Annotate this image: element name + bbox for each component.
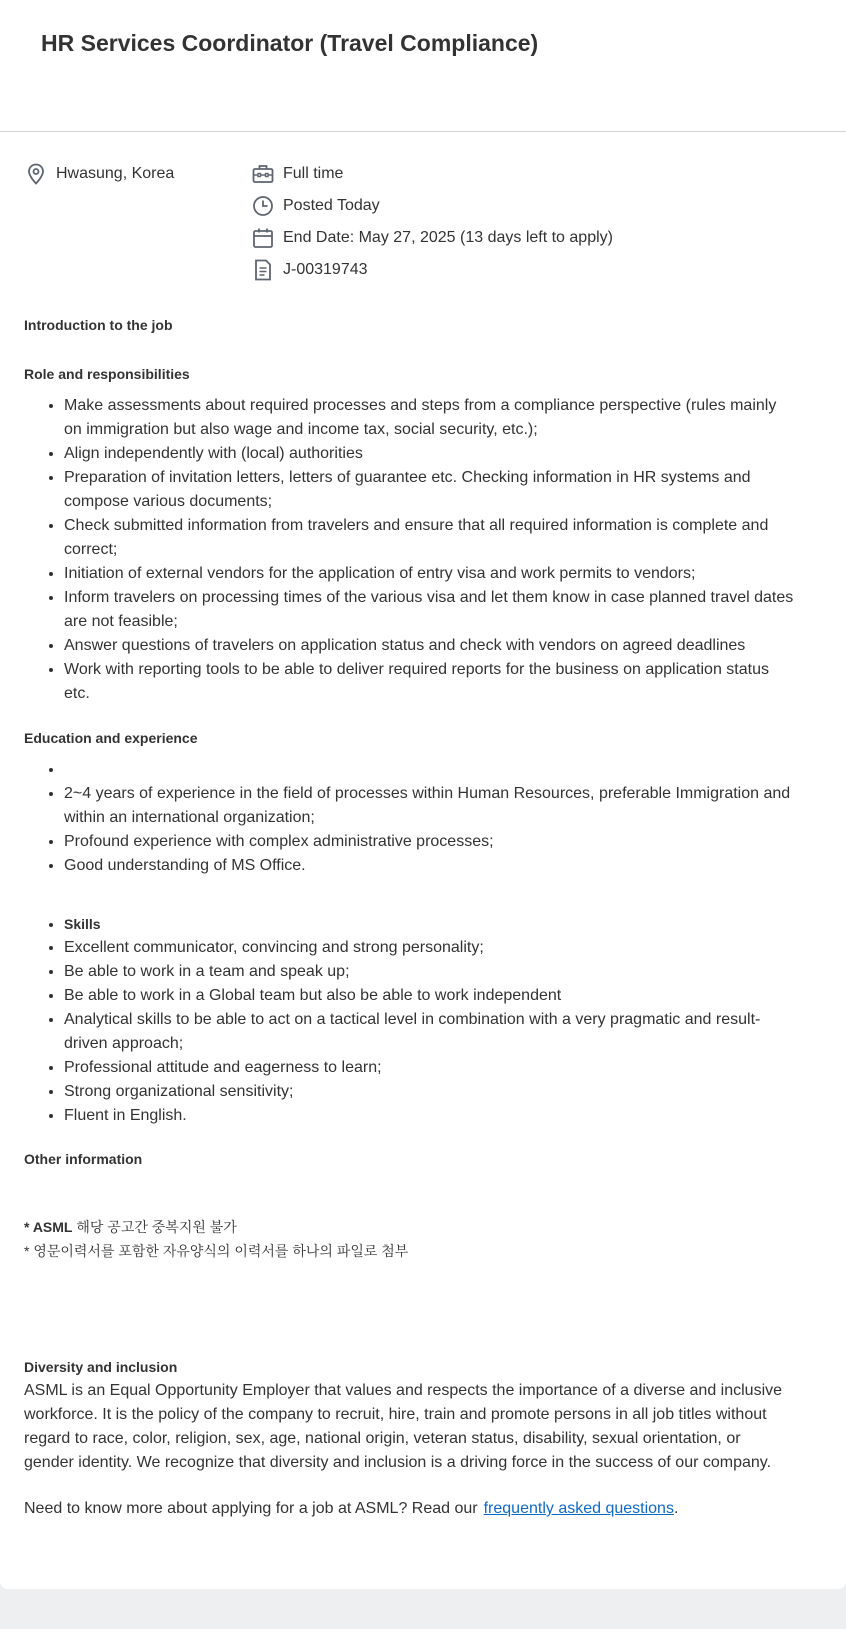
other-line-1	[24, 1215, 794, 1239]
req-id-text: J-00319743	[283, 261, 368, 278]
skills-list	[24, 912, 794, 1128]
faq-suffix: .	[673, 1500, 679, 1517]
diversity-text: ASML is an Equal Opportunity Employer that values and respects the importance of a diverse and inclusive workforce. It is the policy of the company to recruit, hire, train and promote persons in all job titles without regard to race, color, religion, sex, age, national origin, veteran status, disability, sexual orientation, or gender identity. We recognize that diversity and inclusion is a driving force in the success of our company.	[24, 1382, 783, 1471]
document-icon	[252, 259, 274, 281]
education-list	[24, 758, 794, 878]
list-item: • Profound experience with complex administrative processes;	[64, 830, 794, 854]
job-description	[24, 300, 794, 1521]
other-line-1-bold: * ASML	[24, 1219, 73, 1235]
list-item	[64, 758, 794, 782]
job-title: HR Services Coordinator (Travel Compliance)	[41, 30, 539, 56]
list-item: • Fluent in English.	[64, 1104, 794, 1128]
list-item: • Analytical skills to be able to act on a tactical level in combination with a very pragmatic and result-driven approach;	[64, 1008, 794, 1056]
meta-job-type	[252, 163, 343, 185]
list-item: • Initiation of external vendors for the application of entry visa and work permits to vendors;	[64, 562, 794, 586]
list-item: • Make assessments about required processes and steps from a compliance perspective (rules mainly on immigration but also wage and income tax, social security, etc.);	[64, 394, 794, 442]
list-item: • Work with reporting tools to be able to deliver required reports for the business on application status etc.	[64, 658, 794, 706]
job-meta	[0, 132, 846, 302]
list-item: • Align independently with (local) authorities	[64, 442, 794, 466]
list-item: • Good understanding of MS Office.	[64, 854, 794, 878]
education-heading: Education and experience	[24, 730, 198, 746]
list-item: • Answer questions of travelers on application status and check with vendors on agreed deadlines	[64, 634, 794, 658]
faq-link[interactable]: frequently asked questions	[483, 1500, 674, 1517]
list-item: • 2~4 years of experience in the field of processes within Human Resources, preferable Immigration and within an international organization;	[64, 782, 794, 830]
briefcase-icon	[252, 163, 274, 185]
other-heading: Other information	[24, 1151, 143, 1167]
location-pin-icon	[25, 163, 47, 185]
meta-req-id	[252, 259, 368, 281]
role-heading: Role and responsibilities	[24, 366, 190, 382]
end-date-text: End Date: May 27, 2025 (13 days left to apply)	[283, 229, 613, 246]
list-item: • Be able to work in a Global team but also be able to work independent	[64, 984, 794, 1008]
skills-heading: • Skills	[64, 912, 794, 936]
other-info	[24, 1215, 794, 1263]
list-item: • Be able to work in a team and speak up;	[64, 960, 794, 984]
other-line-1-rest: 해당 공고간 중복지원 불가	[72, 1219, 237, 1235]
meta-end-date	[252, 227, 613, 249]
faq-prefix: Need to know more about applying for a job at ASML? Read our	[24, 1500, 478, 1517]
meta-location	[25, 163, 174, 185]
job-type-text: Full time	[283, 165, 344, 182]
role-list	[24, 394, 794, 706]
list-item: • Inform travelers on processing times of the various visa and let them know in case planned travel dates are not feasible;	[64, 586, 794, 634]
list-item: • Strong organizational sensitivity;	[64, 1080, 794, 1104]
posted-text: Posted Today	[283, 197, 380, 214]
diversity-heading: Diversity and inclusion	[24, 1359, 178, 1375]
location-text: Hwasung, Korea	[56, 165, 175, 182]
intro-heading: Introduction to the job	[24, 317, 173, 333]
list-item: • Excellent communicator, convincing and strong personality;	[64, 936, 794, 960]
calendar-icon	[252, 227, 274, 249]
meta-posted	[252, 195, 380, 217]
faq-line	[24, 1497, 794, 1521]
list-item: • Professional attitude and eagerness to learn;	[64, 1056, 794, 1080]
job-header	[0, 0, 846, 132]
list-item: • Preparation of invitation letters, letters of guarantee etc. Checking information in HR systems and compose various documents;	[64, 466, 794, 514]
list-item: • Check submitted information from travelers and ensure that all required information is complete and correct;	[64, 514, 794, 562]
clock-icon	[252, 195, 274, 217]
other-line-2: * 영문이력서를 포함한 자유양식의 이력서를 하나의 파일로 첨부	[24, 1243, 409, 1259]
